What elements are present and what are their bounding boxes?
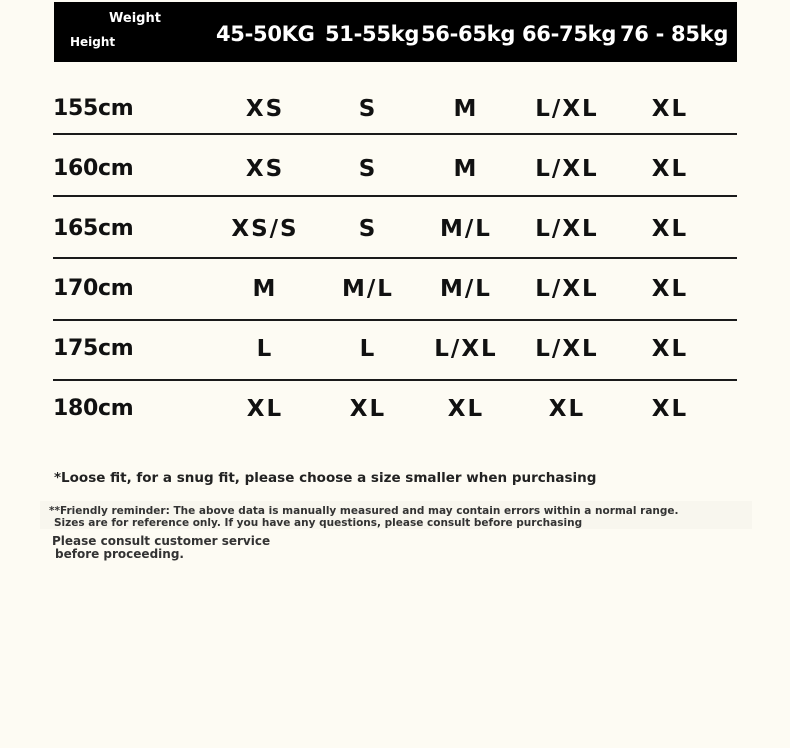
- size-cell: M/L: [440, 276, 492, 302]
- size-cell: S: [358, 96, 378, 122]
- size-cell: XS/S: [231, 216, 299, 242]
- size-cell: XL: [548, 396, 586, 422]
- size-cell: XL: [349, 396, 387, 422]
- weight-column-header: 66-75kg: [522, 22, 617, 46]
- size-cell: XL: [651, 336, 689, 362]
- consult-note-line-1: Please consult customer service: [52, 534, 271, 548]
- weight-column-header: 56-65kg: [421, 22, 516, 46]
- height-axis-label: Height: [70, 35, 116, 49]
- size-cell: M/L: [342, 276, 394, 302]
- size-cell: XS: [245, 156, 285, 182]
- size-cell: XS: [245, 96, 285, 122]
- size-cell: XL: [651, 276, 689, 302]
- size-cell: XL: [651, 96, 689, 122]
- table-row: [0, 319, 790, 379]
- height-label: 155cm: [53, 96, 134, 121]
- weight-column-header: 51-55kg: [325, 22, 420, 46]
- size-cell: L: [359, 336, 377, 362]
- table-row: [0, 79, 790, 139]
- reminder-line-2: Sizes are for reference only. If you have any questions, please consult before purchasing: [54, 517, 583, 529]
- height-label: 160cm: [53, 156, 134, 181]
- size-cell: S: [358, 156, 378, 182]
- size-cell: S: [358, 216, 378, 242]
- size-cell: L/XL: [535, 216, 599, 242]
- row-divider: [53, 133, 737, 135]
- size-cell: XL: [651, 216, 689, 242]
- row-divider: [53, 195, 737, 197]
- size-cell: L/XL: [535, 276, 599, 302]
- reminder-line-1: **Friendly reminder: The above data is manually measured and may contain errors within a normal range.: [49, 505, 679, 517]
- height-label: 170cm: [53, 276, 134, 301]
- height-label: 180cm: [53, 396, 134, 421]
- consult-note-line-2: before proceeding.: [55, 547, 184, 561]
- size-cell: M: [252, 276, 278, 302]
- weight-axis-label: Weight: [109, 11, 161, 26]
- height-label: 175cm: [53, 336, 134, 361]
- size-cell: XL: [447, 396, 485, 422]
- table-row: [0, 199, 790, 259]
- fit-note: *Loose fit, for a snug fit, please choose a size smaller when purchasing: [54, 470, 597, 486]
- size-cell: XL: [651, 396, 689, 422]
- size-cell: XL: [651, 156, 689, 182]
- size-cell: L: [256, 336, 274, 362]
- size-cell: L/XL: [535, 96, 599, 122]
- size-cell: L/XL: [535, 336, 599, 362]
- size-table-header: [54, 2, 737, 62]
- weight-column-header: 45-50KG: [216, 22, 315, 46]
- size-cell: M/L: [440, 216, 492, 242]
- size-cell: L/XL: [535, 156, 599, 182]
- table-row: [0, 379, 790, 439]
- size-cell: M: [453, 156, 479, 182]
- table-row: [0, 139, 790, 199]
- size-cell: XL: [246, 396, 284, 422]
- height-label: 165cm: [53, 216, 134, 241]
- size-cell: L/XL: [434, 336, 498, 362]
- table-row: [0, 259, 790, 319]
- size-cell: M: [453, 96, 479, 122]
- weight-column-header: 76 - 85kg: [620, 22, 729, 46]
